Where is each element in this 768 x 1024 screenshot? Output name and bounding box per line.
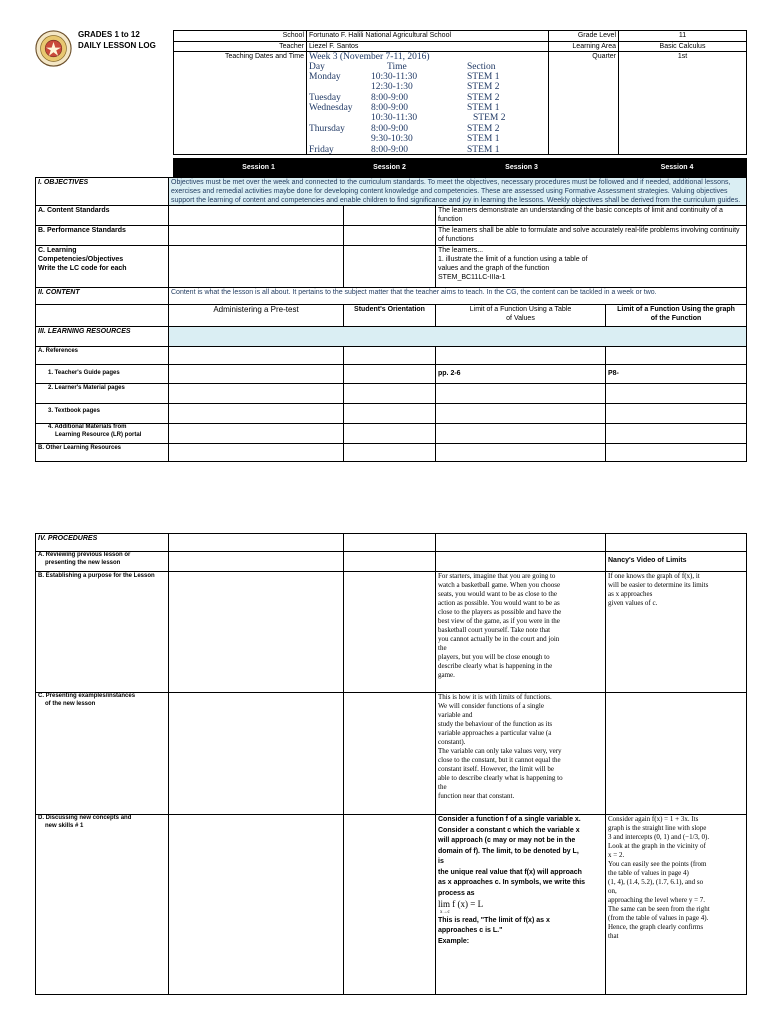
content-session-2: Student's Orientation: [344, 305, 436, 327]
schedule-time: 8:00-9:00: [371, 145, 408, 155]
teachers-guide-label: 1. Teacher's Guide pages: [36, 365, 169, 384]
procedures-label: IV. PROCEDURES: [36, 534, 169, 552]
schedule-section: STEM 2: [467, 82, 500, 92]
quarter-label: Quarter: [549, 52, 619, 155]
quarter-value: 1st: [619, 52, 747, 155]
schedule-section: STEM 1: [467, 145, 500, 155]
presenting-examples-session-3: This is how it is with limits of functions. We will consider functions of a single variable and study the behaviour of the function as its variable approaches a particular value (a constant). The variable can only take values very, very close to the constant, but it cannot equal the constant itself. However, the limit will be able to describe clearly what is happening to the function near that constant.: [436, 693, 606, 815]
reviewing-lesson-label: A. Reviewing previous lesson or presenting the new lesson: [36, 552, 169, 572]
performance-standards-label: B. Performance Standards: [36, 226, 169, 246]
limit-subscript: x→c: [440, 909, 450, 915]
additional-materials-label: 4. Additional Materials from Learning Resource (LR) portal: [36, 424, 169, 444]
schedule-time: 8:00-9:00: [371, 93, 408, 103]
textbook-pages-label: 3. Textbook pages: [36, 404, 169, 424]
schedule-section: STEM 2: [467, 124, 500, 134]
teachers-guide-session-3: pp. 2-6: [436, 365, 606, 384]
week-label: Week 3 (November 7-11, 2016): [309, 52, 430, 62]
learning-area-value: Basic Calculus: [619, 42, 747, 52]
objectives-label: I. OBJECTIVES: [36, 178, 169, 206]
schedule-section: STEM 1: [467, 103, 500, 113]
content-session-1: Administering a Pre-test: [169, 305, 344, 327]
learners-material-label: 2. Learner's Material pages: [36, 384, 169, 404]
schedule-time: 10:30-11:30: [371, 113, 418, 123]
session-2-header: Session 2: [344, 159, 436, 177]
schedule-section: STEM 2: [467, 93, 500, 103]
discussing-concepts-session-4: Consider again f(x) = 1 + 3x. Its graph is the straight line with slope 3 and intercepts (0, 1) and (−1/3, 0). Look at the graph in the vicinity of x = 2. You can easily see the points (from the table of values in page 4) (1, 4), (1.4, 5.2), (1.7, 6.1), and so on, approaching the level where y = 7. The same can be seen from the right (from the table of values in page 4). Hence, the graph clearly confirms that: [606, 815, 747, 995]
purpose-session-4: If one knows the graph of f(x), it will be easier to determine its limits as x approaches given values of c.: [606, 572, 747, 693]
objectives-table: [35, 177, 747, 462]
presenting-examples-label: C. Presenting examples/instances of the new lesson: [36, 693, 169, 815]
objectives-note: Objectives must be met over the week and connected to the curriculum standards. To meet the objectives, necessary procedures must be followed and if needed, additional lessons, exercises and remedial activities maybe done for developing content knowledge and competencies. These are assessed using Formative Assessment strategies. Valuing objectives support the learning of content and competencies and enable children to find significance and joy in learning the lessons. Weekly objectives shall be derived from the curriculum guides.: [169, 178, 747, 206]
content-session-3: Limit of a Function Using a Table of Values: [436, 305, 606, 327]
school-value: Fortunato F. Halili National Agricultural School: [307, 31, 549, 42]
learning-resources-label: III. LEARNING RESOURCES: [36, 327, 169, 347]
teachers-guide-session-4: P8-: [606, 365, 747, 384]
learning-area-label: Learning Area: [549, 42, 619, 52]
other-resources-label: B. Other Learning Resources: [36, 444, 169, 462]
teacher-value: Liezel F. Santos: [307, 42, 549, 52]
competencies-label: C. Learning Competencies/Objectives Write the LC code for each: [36, 246, 169, 288]
dates-label: Teaching Dates and Time: [174, 52, 307, 155]
schedule-time: 8:00-9:00: [371, 103, 408, 113]
content-standards-text: The learners demonstrate an understanding of the basic concepts of limit and continuity of a function: [436, 206, 747, 226]
discussing-concepts-label: D. Discussing new concepts and new skills # 1: [36, 815, 169, 995]
school-label: School: [174, 31, 307, 42]
session-3-header: Session 3: [436, 159, 608, 177]
schedule-header-section: Section: [467, 62, 496, 72]
schedule-day: Thursday: [309, 124, 345, 134]
school-seal-logo: [35, 30, 72, 67]
session-header: [173, 158, 747, 177]
content-standards-label: A. Content Standards: [36, 206, 169, 226]
reviewing-lesson-session-4: Nancy's Video of Limits: [606, 552, 747, 572]
schedule-day: Tuesday: [309, 93, 341, 103]
schedule-day: Wednesday: [309, 103, 353, 113]
grade-level-value: 11: [619, 31, 747, 42]
schedule-section: STEM 1: [467, 134, 500, 144]
schedule-day: Friday: [309, 145, 334, 155]
purpose-label: B. Establishing a purpose for the Lesson: [36, 572, 169, 693]
performance-standards-text: The learners shall be able to formulate and solve accurately real-life problems involving continuity of functions: [436, 226, 747, 246]
schedule-section: STEM 2: [473, 113, 506, 123]
references-label: A. References: [36, 347, 169, 365]
limit-notation: lim f (x) = L: [438, 899, 484, 909]
schedule-header-time: Time: [387, 62, 407, 72]
content-note: Content is what the lesson is all about. It pertains to the subject matter that the teacher aims to teach. In the CG, the content can be tackled in a week or two.: [169, 288, 747, 305]
schedule-block: [309, 52, 546, 155]
schedule-time: 8:00-9:00: [371, 124, 408, 134]
competencies-text: The learners... 1. illustrate the limit of a function using a table of values and the graph of the function STEM_BC11LC-IIIa-1: [436, 246, 747, 288]
content-label: II. CONTENT: [36, 288, 169, 305]
teacher-label: Teacher: [174, 42, 307, 52]
content-session-4: Limit of a Function Using the graph of the Function: [606, 305, 747, 327]
schedule-cell: [307, 52, 549, 155]
log-title-line1: GRADES 1 to 12: [78, 30, 140, 39]
log-title-line2: DAILY LESSON LOG: [78, 41, 156, 50]
schedule-header-day: Day: [309, 62, 325, 72]
session-4-header: Session 4: [608, 159, 747, 177]
schedule-time: 9:30-10:30: [371, 134, 413, 144]
schedule-time: 10:30-11:30: [371, 72, 418, 82]
discussing-concepts-session-3: Consider a function f of a single variable x. Consider a constant c which the variable x will approach (c may or may not be in the domain of f). The limit, to be denoted by L, is the unique real value that f(x) will approach as x approaches c. In symbols, we write this process as lim f (x) = L x→c This is read, "The limit of f(x) as x approaches c is L." Example:: [436, 815, 606, 995]
schedule-section: STEM 1: [467, 72, 500, 82]
schedule-time: 12:30-1:30: [371, 82, 413, 92]
header-table: [173, 30, 747, 155]
grade-level-label: Grade Level: [549, 31, 619, 42]
session-1-header: Session 1: [174, 159, 344, 177]
schedule-day: Monday: [309, 72, 341, 82]
procedures-table: [35, 533, 747, 995]
purpose-session-3: For starters, imagine that you are going to watch a basketball game. When you choose seats, you would want to be as close to the action as possible. You would want to be as close to the players as possible and have the best view of the game, as if you were in the basketball court yourself. Take note that you cannot actually be in the court and join the players, but you will be close enough to describe clearly what is happening in the game.: [436, 572, 606, 693]
